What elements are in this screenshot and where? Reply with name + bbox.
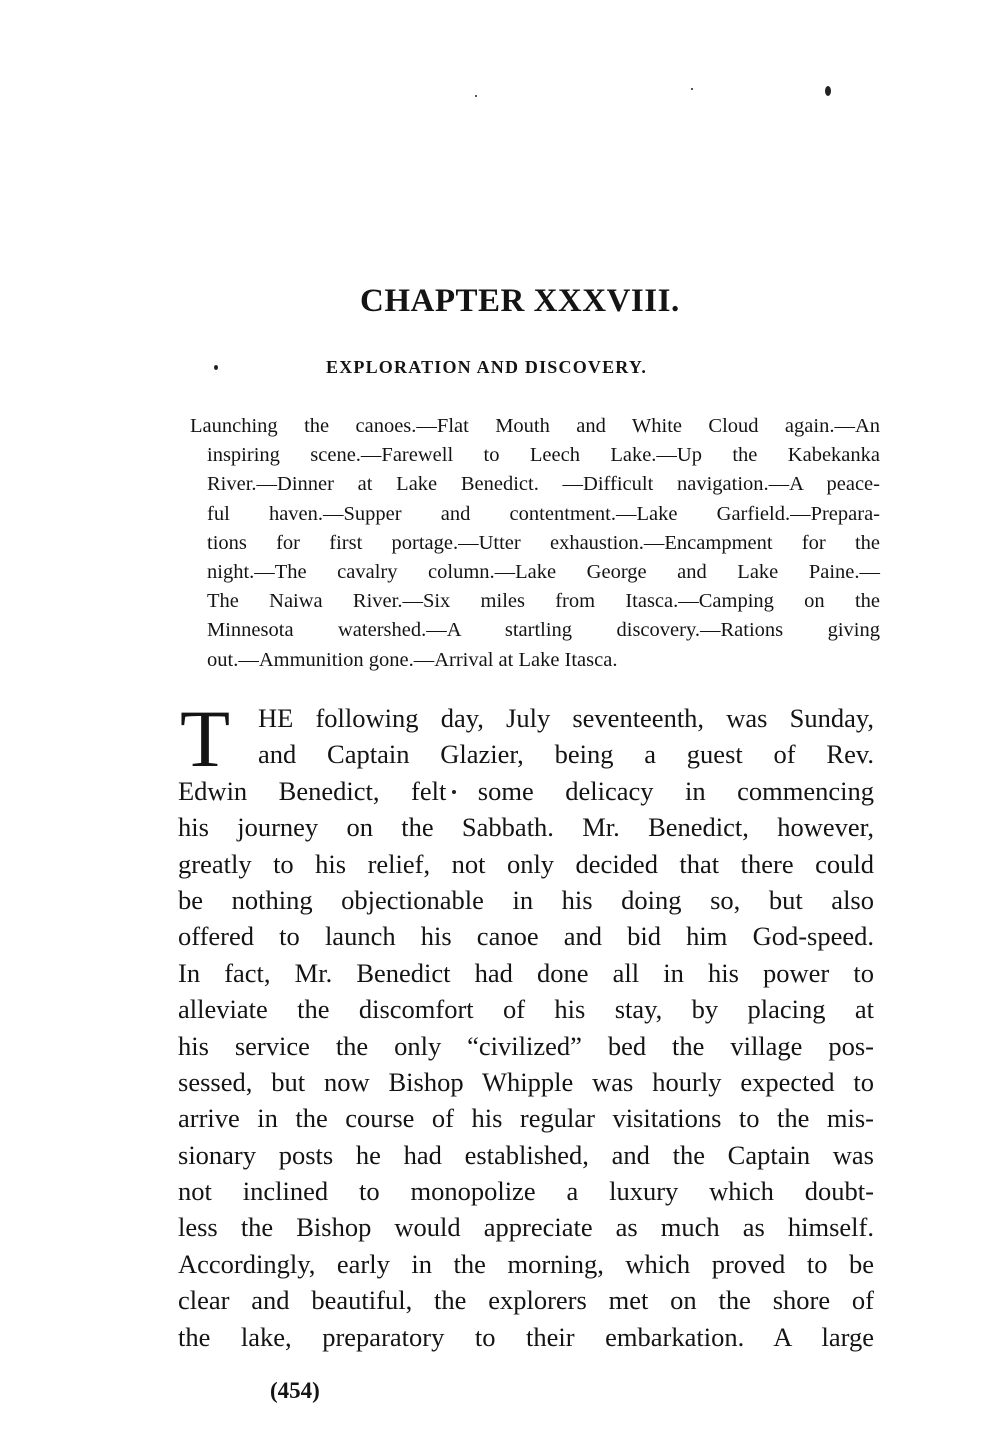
scan-speck — [214, 365, 218, 370]
summary-line: The Naiwa River.—Six miles from Itasca.—Camping on the — [207, 590, 880, 613]
scan-speck — [691, 88, 693, 90]
body-line: sionary posts he had established, and the Captain was — [178, 1139, 874, 1170]
page-number: (454) — [270, 1378, 320, 1403]
drop-cap: T — [180, 693, 231, 784]
summary-line: night.—The cavalry column.—Lake George and Lake Paine.— — [207, 560, 880, 583]
body-line: sessed, but now Bishop Whipple was hourly expected to — [178, 1066, 874, 1097]
chapter-subtitle: EXPLORATION AND DISCOVERY. — [326, 357, 648, 377]
scan-speck — [825, 86, 831, 96]
summary-line: out.—Ammunition gone.—Arrival at Lake Itasca. — [207, 648, 618, 671]
body-line: be nothing objectionable in his doing so, but also — [178, 884, 874, 915]
body-text — [178, 693, 874, 1355]
body-line: offered to launch his canoe and bid him God-speed. — [178, 921, 874, 952]
body-line: HE following day, July seventeenth, was Sunday, — [258, 703, 874, 733]
body-line: the lake, preparatory to their embarkation. A large — [178, 1321, 874, 1352]
body-line: Accordingly, early in the morning, which proved to be — [178, 1248, 874, 1279]
body-line: In fact, Mr. Benedict had done all in his power to — [178, 957, 874, 988]
body-line: less the Bishop would appreciate as much as himself. — [178, 1212, 874, 1243]
body-line: arrive in the course of his regular visitations to the mis- — [178, 1103, 874, 1134]
summary-line: Launching the canoes.—Flat Mouth and White Cloud again.—An — [190, 415, 880, 437]
summary-line: Minnesota watershed.—A startling discovery.—Rations giving — [207, 619, 880, 642]
summary-line: inspiring scene.—Farewell to Leech Lake.—Up the Kabekanka — [207, 444, 880, 467]
body-line: his journey on the Sabbath. Mr. Benedict, however, — [178, 812, 874, 843]
summary-line: ful haven.—Supper and contentment.—Lake Garfield.—Prepara- — [207, 502, 880, 525]
body-line: his service the only “civilized” bed the village pos- — [178, 1030, 874, 1061]
body-line: clear and beautiful, the explorers met on the shore of — [178, 1285, 874, 1316]
chapter-summary — [190, 412, 880, 675]
body-line: and Captain Glazier, being a guest of Rev. — [258, 739, 874, 770]
body-line: not inclined to monopolize a luxury which doubt- — [178, 1176, 874, 1207]
chapter-title: CHAPTER XXXVIII. — [360, 283, 680, 319]
scan-speck — [475, 95, 477, 97]
body-line: greatly to his relief, not only decided that there could — [178, 848, 874, 879]
body-line: Edwin Benedict, felt some delicacy in commencing — [178, 775, 874, 806]
summary-line: River.—Dinner at Lake Benedict. —Difficult navigation.—A peace- — [207, 473, 880, 496]
body-line: alleviate the discomfort of his stay, by placing at — [178, 994, 874, 1025]
summary-line: tions for first portage.—Utter exhaustion.—Encampment for the — [207, 531, 880, 554]
